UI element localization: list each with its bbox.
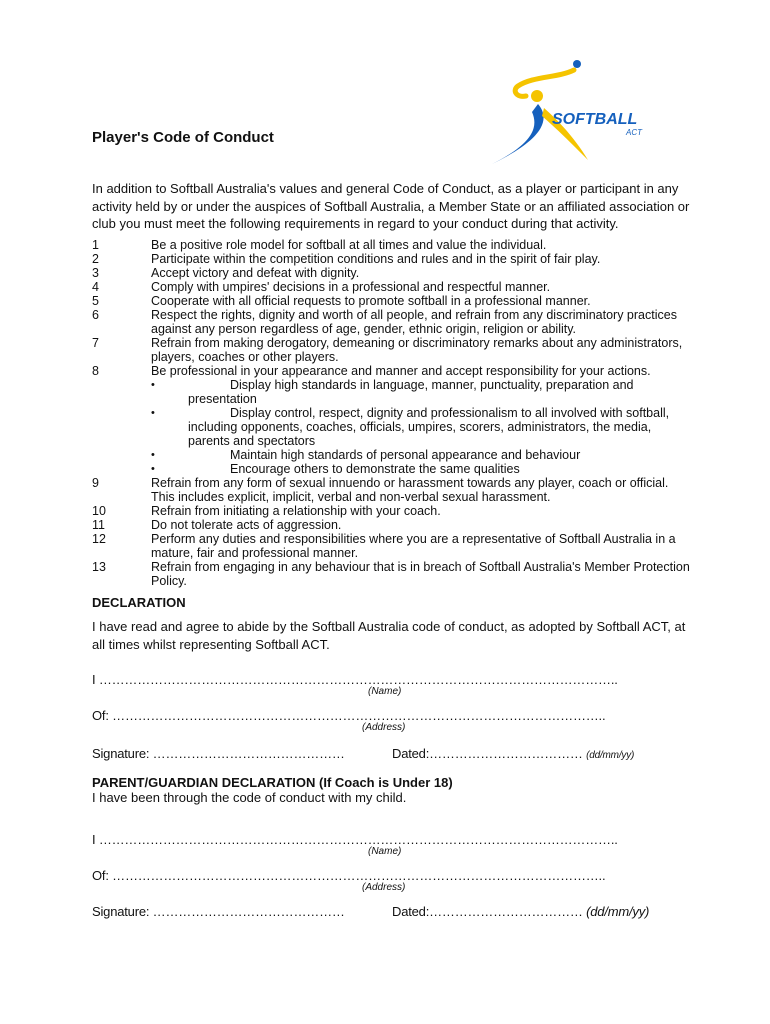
bullet-icon: • — [151, 379, 155, 391]
logo-text: SOFTBALL — [552, 111, 638, 128]
list-item — [92, 280, 692, 294]
sub-list-item — [151, 406, 692, 448]
sub-list-item — [151, 448, 692, 462]
dated-field[interactable] — [392, 746, 634, 761]
item-number: 2 — [92, 252, 99, 266]
softball-act-logo — [488, 56, 658, 168]
item-number: 8 — [92, 364, 99, 378]
list-item — [92, 336, 692, 364]
item-number: 3 — [92, 266, 99, 280]
logo-ball — [573, 60, 581, 68]
logo-subtext: ACT — [626, 128, 642, 137]
item-number: 4 — [92, 280, 99, 294]
dated-label: Dated:……………………………… — [392, 746, 583, 761]
logo-player-body-blue — [492, 104, 544, 164]
sub-list-item — [151, 378, 692, 406]
logo-player-head — [531, 90, 543, 102]
logo-swing-arc — [515, 70, 574, 96]
address-caption: (Address) — [362, 722, 406, 733]
item-number: 12 — [92, 532, 106, 546]
item-text: Accept victory and defeat with dignity. — [151, 266, 360, 280]
bullet-icon: • — [151, 463, 155, 475]
declaration-heading: DECLARATION — [92, 595, 186, 610]
bullet-icon: • — [151, 449, 155, 461]
list-item — [92, 364, 692, 476]
item-text: Refrain from making derogatory, demeaning or discriminatory remarks about any administrators, players, coaches or other players. — [151, 336, 683, 364]
list-item — [92, 532, 692, 560]
list-item — [92, 238, 692, 252]
item-number: 1 — [92, 238, 99, 252]
date-format-caption: (dd/mm/yy) — [586, 750, 635, 761]
page-title: Player's Code of Conduct — [92, 129, 274, 146]
guardian-address-field[interactable]: Of: …………………………………………………………………………………………………….. — [92, 868, 606, 883]
list-item — [92, 266, 692, 280]
list-item — [92, 518, 692, 532]
item-number: 10 — [92, 504, 106, 518]
item-number: 13 — [92, 560, 106, 574]
list-item — [92, 294, 692, 308]
list-item — [92, 504, 692, 518]
item-number: 11 — [92, 518, 105, 532]
address-field[interactable]: Of: …………………………………………………………………………………………………….. — [92, 708, 606, 723]
guardian-dated-field[interactable] — [392, 904, 649, 919]
item-text: Perform any duties and responsibilities where you are a representative of Softball Australia in a mature, fair and professional manner. — [151, 532, 676, 560]
guardian-date-format-caption: (dd/mm/yy) — [586, 904, 650, 919]
item-text: Comply with umpires' decisions in a professional and respectful manner. — [151, 280, 551, 294]
item-text: Refrain from any form of sexual innuendo or harassment towards any player, coach or official. This includes explicit, implicit, verbal and non-verbal sexual harassment. — [151, 476, 669, 504]
sub-list-item — [151, 462, 692, 476]
item-text: Cooperate with all official requests to promote softball in a professional manner. — [151, 294, 591, 308]
list-item — [92, 252, 692, 266]
item-number: 9 — [92, 476, 99, 490]
item-text: Respect the rights, dignity and worth of all people, and refrain from any discriminatory practices against any person regardless of age, gender, ethnic origin, religion or ability. — [151, 308, 677, 336]
bullet-icon: • — [151, 407, 155, 419]
guardian-signature-field[interactable]: Signature: ……………………………………… — [92, 904, 345, 919]
list-item — [92, 476, 692, 504]
list-item — [92, 560, 692, 588]
sub-item-text: Display control, respect, dignity and professionalism to all involved with softball, including opponents, coaches, officials, umpires, scorers, administrators, the media, parents and spectators — [188, 406, 670, 448]
name-field[interactable]: I ………………………………………………………………………………………………………….. — [92, 672, 618, 687]
item-number: 7 — [92, 336, 99, 350]
item-text: Refrain from engaging in any behaviour that is in breach of Softball Australia's Member Protection Policy. — [151, 560, 690, 588]
name-caption: (Name) — [368, 686, 402, 697]
guardian-name-field[interactable]: I ………………………………………………………………………………………………………….. — [92, 832, 618, 847]
item-text: Be a positive role model for softball at all times and value the individual. — [151, 238, 547, 252]
item-text: Refrain from initiating a relationship with your coach. — [151, 504, 441, 518]
guardian-text: I have been through the code of conduct with my child. — [92, 790, 407, 805]
declaration-text: I have read and agree to abide by the Softball Australia code of conduct, as adopted by Softball ACT, at all times whilst representing Softball ACT. — [92, 619, 686, 652]
sub-item-text: Maintain high standards of personal appearance and behaviour — [230, 448, 581, 462]
signature-field[interactable]: Signature: ……………………………………… — [92, 746, 345, 761]
guardian-dated-label: Dated:……………………………… — [392, 904, 583, 919]
item-text: Participate within the competition conditions and rules and in the spirit of fair play. — [151, 252, 601, 266]
code-of-conduct-list — [92, 238, 692, 588]
guardian-heading: PARENT/GUARDIAN DECLARATION (If Coach is Under 18) — [92, 775, 453, 790]
guardian-address-caption: (Address) — [362, 882, 406, 893]
item-text: Do not tolerate acts of aggression. — [151, 518, 342, 532]
list-item — [92, 308, 692, 336]
sub-item-text: Encourage others to demonstrate the same qualities — [230, 462, 520, 476]
sub-item-text: Display high standards in language, manner, punctuality, preparation and presentation — [188, 378, 634, 406]
item-text: Be professional in your appearance and manner and accept responsibility for your actions. — [151, 364, 651, 378]
item-number: 6 — [92, 308, 99, 322]
guardian-name-caption: (Name) — [368, 846, 402, 857]
item-number: 5 — [92, 294, 99, 308]
intro-paragraph: In addition to Softball Australia's values and general Code of Conduct, as a player or participant in any activity held by or under the auspices of Softball Australia, a Member State or an affiliated association or club you must meet the following requirements in regard to your conduct during that activity. — [92, 181, 690, 231]
